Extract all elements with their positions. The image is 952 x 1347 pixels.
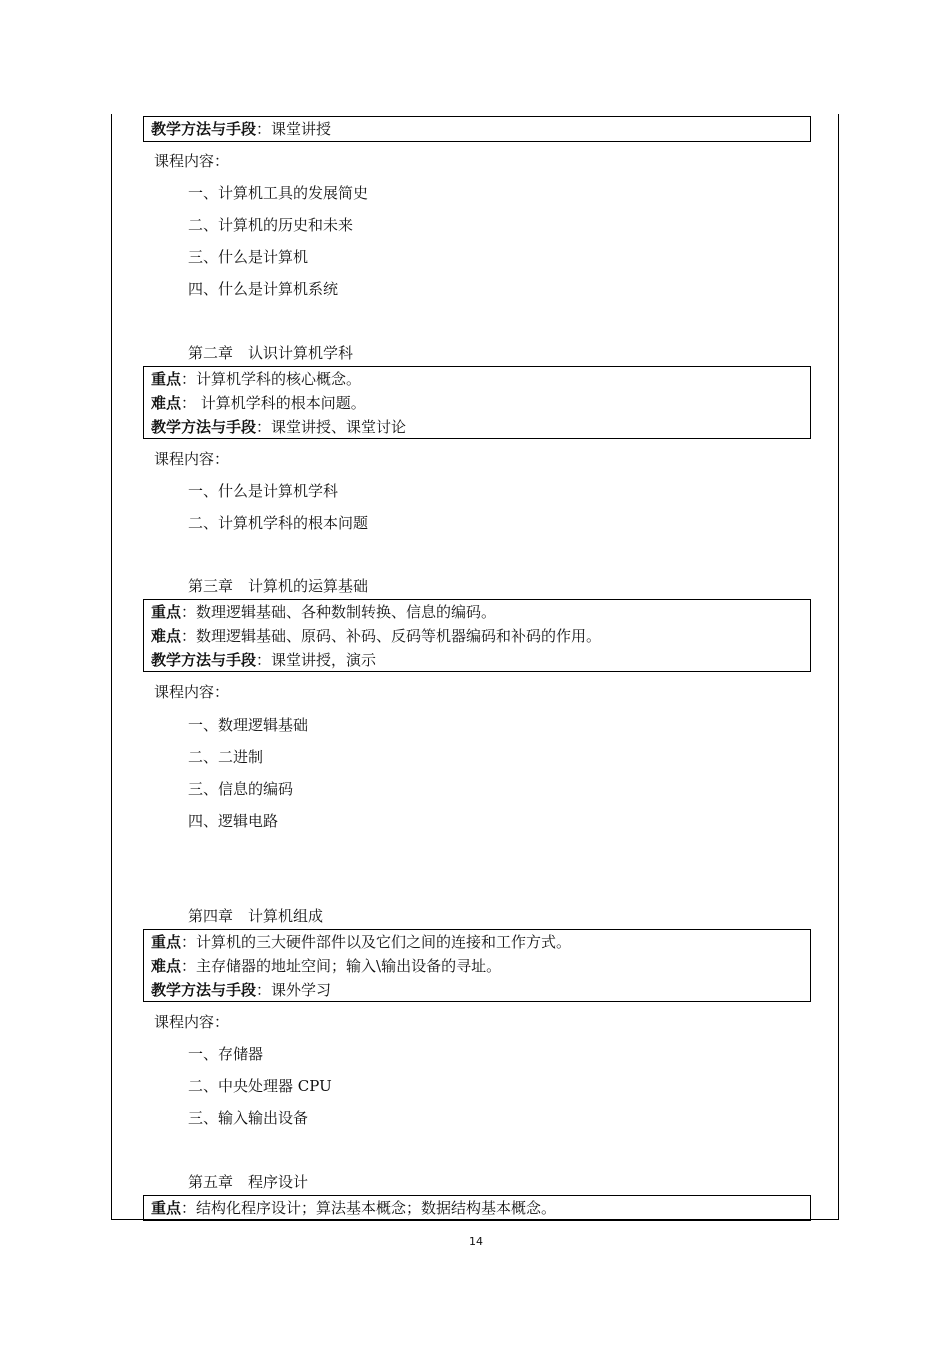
key-value: ：计算机的三大硬件部件以及它们之间的连接和工作方式。	[181, 933, 572, 951]
summary-box-ch4	[143, 929, 811, 1002]
key-label: 重点	[151, 603, 182, 621]
content-label-ch4: 课程内容：	[154, 1013, 230, 1031]
key-label: 重点	[151, 933, 182, 951]
method-label: 教学方法与手段	[151, 418, 257, 436]
difficulty-label: 难点	[151, 627, 182, 645]
list-item: 一、什么是计算机学科	[188, 482, 339, 500]
key-value: ：计算机学科的核心概念。	[181, 370, 362, 388]
list-item: 二、计算机的历史和未来	[188, 216, 354, 234]
chapter-title-3: 第三章 计算机的运算基础	[188, 577, 369, 595]
difficulty-value: ：主存储器的地址空间；输入\输出设备的寻址。	[181, 957, 502, 975]
difficulty-value: ： 计算机学科的根本问题。	[181, 394, 366, 412]
list-item: 三、输入输出设备	[188, 1109, 309, 1127]
chapter-title-2: 第二章 认识计算机学科	[188, 344, 354, 362]
difficulty-label: 难点	[151, 957, 182, 975]
list-item: 一、计算机工具的发展简史	[188, 184, 369, 202]
list-item: 一、存储器	[188, 1045, 264, 1063]
method-value: ：课堂讲授	[256, 120, 332, 138]
content-label-ch3: 课程内容：	[154, 683, 230, 701]
content-label-ch1: 课程内容：	[154, 152, 230, 170]
method-label: 教学方法与手段	[151, 981, 257, 999]
method-label: 教学方法与手段	[151, 651, 257, 669]
content-label-ch2: 课程内容：	[154, 450, 230, 468]
method-label: 教学方法与手段	[151, 120, 257, 138]
summary-box-ch2	[143, 366, 811, 439]
list-item: 二、二进制	[188, 748, 264, 766]
list-item: 二、计算机学科的根本问题	[188, 514, 369, 532]
difficulty-label: 难点	[151, 394, 182, 412]
method-value: ：课堂讲授，演示	[256, 651, 377, 669]
list-item: 一、数理逻辑基础	[188, 716, 309, 734]
method-box-ch1	[143, 116, 811, 142]
list-item: 三、信息的编码	[188, 780, 294, 798]
method-value: ：课堂讲授、课堂讨论	[256, 418, 407, 436]
list-item: 四、逻辑电路	[188, 812, 279, 830]
key-label: 重点	[151, 370, 182, 388]
list-item: 三、什么是计算机	[188, 248, 309, 266]
list-item: 二、中央处理器 CPU	[188, 1077, 332, 1095]
difficulty-value: ：数理逻辑基础、原码、补码、反码等机器编码和补码的作用。	[181, 627, 602, 645]
key-value: ：数理逻辑基础、各种数制转换、信息的编码。	[181, 603, 497, 621]
page-number: 14	[469, 1235, 483, 1248]
list-item: 四、什么是计算机系统	[188, 280, 339, 298]
key-label: 重点	[151, 1199, 182, 1217]
chapter-title-4: 第四章 计算机组成	[188, 907, 324, 925]
key-value: ：结构化程序设计；算法基本概念；数据结构基本概念。	[181, 1199, 557, 1217]
chapter-title-5: 第五章 程序设计	[188, 1173, 309, 1191]
summary-box-ch5	[143, 1195, 811, 1221]
method-value: ：课外学习	[256, 981, 332, 999]
summary-box-ch3	[143, 599, 811, 672]
